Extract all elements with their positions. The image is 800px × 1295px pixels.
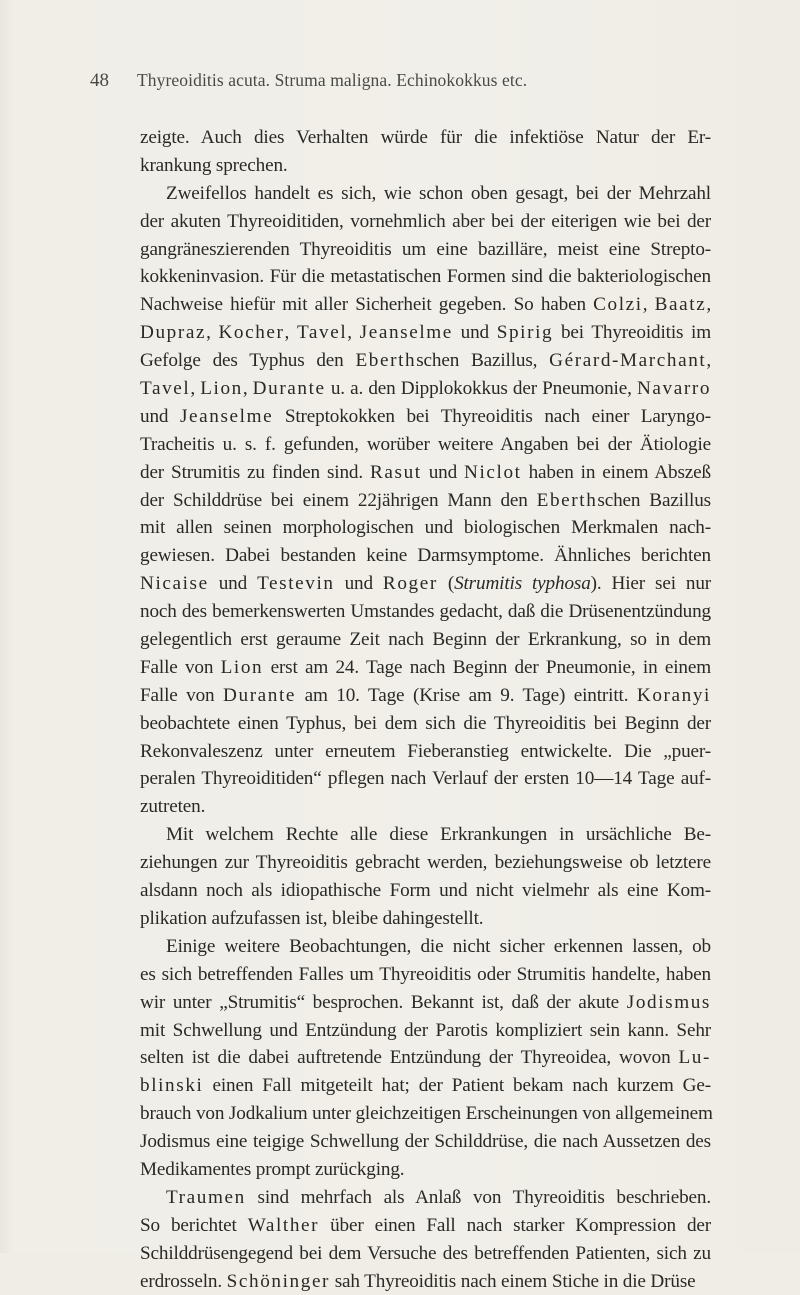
text-segment: ,	[284, 322, 297, 344]
text-segment: und	[334, 573, 383, 595]
text-segment: der Strumitis zu finden sind.	[140, 461, 370, 483]
text-line	[140, 514, 711, 542]
text-segment: erdrosseln.	[140, 1270, 227, 1292]
text-segment: (	[437, 573, 455, 595]
text-line	[140, 682, 711, 710]
page-number: 48	[90, 70, 109, 91]
text-line	[140, 208, 711, 236]
text-segment: Schilddrüsengegend bei dem Versuche des betreffenden Patienten, sich zu	[140, 1242, 711, 1264]
text-segment: brauch von Jodkalium unter gleichzeitigen Erscheinungen von allgemeinem	[140, 1103, 713, 1125]
text-line	[140, 1268, 711, 1295]
text-segment: sah Thyreoiditis nach einem Stiche in die Drüse	[330, 1270, 696, 1292]
author-name: Lion	[200, 378, 243, 400]
text-segment: Rekonvaleszenz unter erneutem Fieberanstieg entwickelte. Die „puer-	[140, 740, 711, 762]
text-segment: Jodismus eine teigige Schwellung der Schilddrüse, die nach Aussetzen des	[140, 1131, 711, 1153]
text-line	[140, 319, 711, 347]
text-line	[140, 570, 711, 598]
text-line	[140, 152, 711, 180]
text-segment: Tracheitis u. s. f. gefunden, worüber weitere Angaben bei der Ätiologie	[140, 433, 711, 455]
text-segment: ziehungen zur Thyreoiditis gebracht werden, beziehungsweise ob letztere	[140, 852, 711, 874]
text-line	[140, 710, 711, 738]
text-segment: beobachtete einen Typhus, bei dem sich die Thyreoiditis bei Beginn der	[140, 712, 711, 734]
text-line	[140, 598, 711, 626]
text-segment: Mit welchem Rechte alle diese Erkrankungen in ursächliche Be-	[166, 824, 711, 846]
text-segment: und	[208, 573, 258, 595]
text-line	[140, 180, 711, 208]
text-segment: ,	[347, 322, 360, 344]
author-name: Tavel	[296, 322, 348, 344]
text-segment: über einen Fall nach starker Kompression der	[319, 1214, 711, 1236]
text-line	[140, 738, 711, 766]
text-line	[140, 626, 711, 654]
text-line	[140, 347, 711, 375]
running-title: Thyreoiditis acuta. Struma maligna. Echinokokkus etc.	[137, 70, 528, 90]
text-segment: selten ist die dabei auftretende Entzündung der Thyreoidea, wovon	[140, 1047, 679, 1069]
text-segment: erst am 24. Tage nach Beginn der Pneumonie, in einem	[263, 656, 711, 678]
text-segment: und	[140, 405, 180, 427]
text-segment: Nachweise hiefür mit aller Sicherheit gegeben. So haben	[140, 294, 594, 316]
text-line	[140, 989, 711, 1017]
author-name: Lu-	[678, 1047, 711, 1069]
text-segment: wir unter „Strumitis“ besprochen. Bekannt ist, daß der akute	[140, 991, 627, 1013]
author-name: Koranyi	[636, 684, 711, 706]
text-segment: Falle von	[140, 656, 221, 678]
author-name: Niclot	[464, 461, 522, 483]
text-segment: mit Schwellung und Entzündung der Parotis kompliziert sein kann. Sehr	[140, 1019, 711, 1041]
author-name: Schöninger	[226, 1270, 331, 1292]
text-segment: einen Fall mitgeteilt hat; der Patient bekam nach kurzem Ge-	[203, 1075, 711, 1097]
text-line	[140, 1072, 711, 1100]
author-name: Walther	[247, 1214, 320, 1236]
text-segment: und	[452, 322, 497, 344]
author-name: Gérard-Marchant	[549, 350, 707, 372]
text-line	[140, 654, 711, 682]
text-line	[140, 1100, 711, 1128]
text-line	[140, 263, 711, 291]
text-segment: der akuten Thyreoiditiden, vornehmlich aber bei der eiterigen wie bei der	[140, 210, 711, 232]
text-line	[140, 933, 711, 961]
text-line	[140, 793, 711, 821]
text-line	[140, 961, 711, 989]
text-segment: Medikamentes prompt zurückging.	[140, 1158, 405, 1180]
text-segment: bei Thyreoiditis im	[553, 322, 712, 344]
text-segment: gelegentlich erst geraume Zeit nach Beginn der Erkrankung, so in dem	[140, 629, 711, 651]
author-name: Colzi	[593, 294, 643, 316]
text-line	[140, 431, 711, 459]
text-segment: zutreten.	[140, 796, 206, 818]
text-line	[140, 459, 711, 487]
text-segment: haben in einem Abszeß	[521, 461, 711, 483]
text-line	[140, 1156, 711, 1184]
text-segment: es sich betreffenden Falles um Thyreoiditis oder Strumitis handelte, haben	[140, 963, 711, 985]
text-segment: ,	[206, 322, 219, 344]
text-segment: schen Bazillus,	[416, 350, 550, 372]
page-header	[90, 70, 720, 100]
text-line	[140, 403, 711, 431]
text-segment: und	[421, 461, 465, 483]
text-line	[140, 487, 711, 515]
author-name: Durante	[252, 378, 326, 400]
text-segment: der Schilddrüse bei einem 22jährigen Mann den	[140, 489, 537, 511]
author-name: Jeanselme	[179, 405, 274, 427]
text-line	[140, 291, 711, 319]
text-line	[140, 765, 711, 793]
author-name: Jeanselme	[359, 322, 453, 344]
text-segment: ,	[242, 378, 253, 400]
author-name: Tavel	[140, 378, 191, 400]
text-segment: gewiesen. Dabei bestanden keine Darmsymptome. Ähnliches berichten	[140, 545, 711, 567]
text-line	[140, 1184, 711, 1212]
text-line	[140, 1212, 711, 1240]
text-segment: So berichtet	[140, 1214, 248, 1236]
body-text	[140, 124, 711, 1295]
author-name: Navarro	[636, 378, 712, 400]
text-segment: sind mehrfach als Anlaß von Thyreoiditis beschrieben.	[245, 1186, 711, 1208]
text-line	[140, 1240, 711, 1268]
text-line	[140, 849, 711, 877]
text-segment: noch des bemerkenswerten Umstandes gedacht, daß die Drüsenentzündung	[140, 601, 711, 623]
text-segment: Streptokokken bei Thyreoiditis nach einer Laryngo-	[273, 405, 711, 427]
text-segment: peralen Thyreoiditiden“ pflegen nach Verlauf der ersten 10—14 Tage auf-	[140, 768, 711, 790]
text-segment: am 10. Tage (Krise am 9. Tage) eintritt.	[296, 684, 637, 706]
text-segment: plikation aufzufassen ist, bleibe dahingestellt.	[140, 907, 484, 929]
text-segment: Gefolge des Typhus den	[140, 350, 356, 372]
text-segment: krankung sprechen.	[140, 154, 288, 176]
author-name: Roger	[382, 573, 438, 595]
text-line	[140, 375, 711, 403]
author-name: Baatz	[654, 294, 707, 316]
text-segment: ,	[190, 378, 201, 400]
text-line	[140, 236, 711, 264]
text-segment: ,	[706, 350, 711, 372]
text-segment: schen Bazillus	[597, 489, 711, 511]
text-segment: Zweifellos handelt es sich, wie schon oben gesagt, bei der Mehrzahl	[166, 182, 711, 204]
author-name: blinski	[140, 1075, 204, 1097]
author-name: Traumen	[166, 1186, 246, 1208]
author-name: Jodismus	[626, 991, 711, 1013]
author-name: Lion	[220, 656, 264, 678]
text-segment: gangräneszierenden Thyreoiditis um eine bazilläre, meist eine Strepto-	[140, 238, 711, 260]
text-segment: Einige weitere Beobachtungen, die nicht sicher erkennen lassen, ob	[166, 935, 711, 957]
text-segment: ,	[706, 294, 711, 316]
author-name: Testevin	[257, 573, 335, 595]
text-line	[140, 821, 711, 849]
author-name: Kocher	[218, 322, 285, 344]
author-name: Rasut	[370, 461, 422, 483]
author-name: Dupraz	[140, 322, 207, 344]
author-name: Spirig	[496, 322, 554, 344]
text-segment: mit allen seinen morphologischen und biologischen Merkmalen nach-	[140, 517, 711, 539]
text-line	[140, 542, 711, 570]
text-line	[140, 1017, 711, 1045]
text-segment: zeigte. Auch dies Verhalten würde für die infektiöse Natur der Er-	[140, 127, 711, 148]
text-segment: alsdann noch als idiopathische Form und nicht vielmehr als eine Kom-	[140, 880, 711, 902]
text-segment: Falle von	[140, 684, 224, 706]
text-segment: ). Hier sei nur	[590, 573, 711, 595]
text-line	[140, 877, 711, 905]
author-name: Nicaise	[140, 573, 209, 595]
text-line	[140, 1128, 711, 1156]
author-name: Eberth	[536, 489, 598, 511]
author-name: Eberth	[355, 350, 417, 372]
text-line	[140, 1044, 711, 1072]
text-segment: u. a. den Dipplokokkus der Pneumonie,	[325, 378, 637, 400]
italic-term: Strumitis typhosa	[454, 573, 591, 595]
text-line	[140, 905, 711, 933]
text-segment: kokkeninvasion. Für die metastatischen Formen sind die bakteriologischen	[140, 266, 711, 288]
author-name: Durante	[223, 684, 297, 706]
text-segment: ,	[642, 294, 655, 316]
text-line	[140, 124, 711, 152]
